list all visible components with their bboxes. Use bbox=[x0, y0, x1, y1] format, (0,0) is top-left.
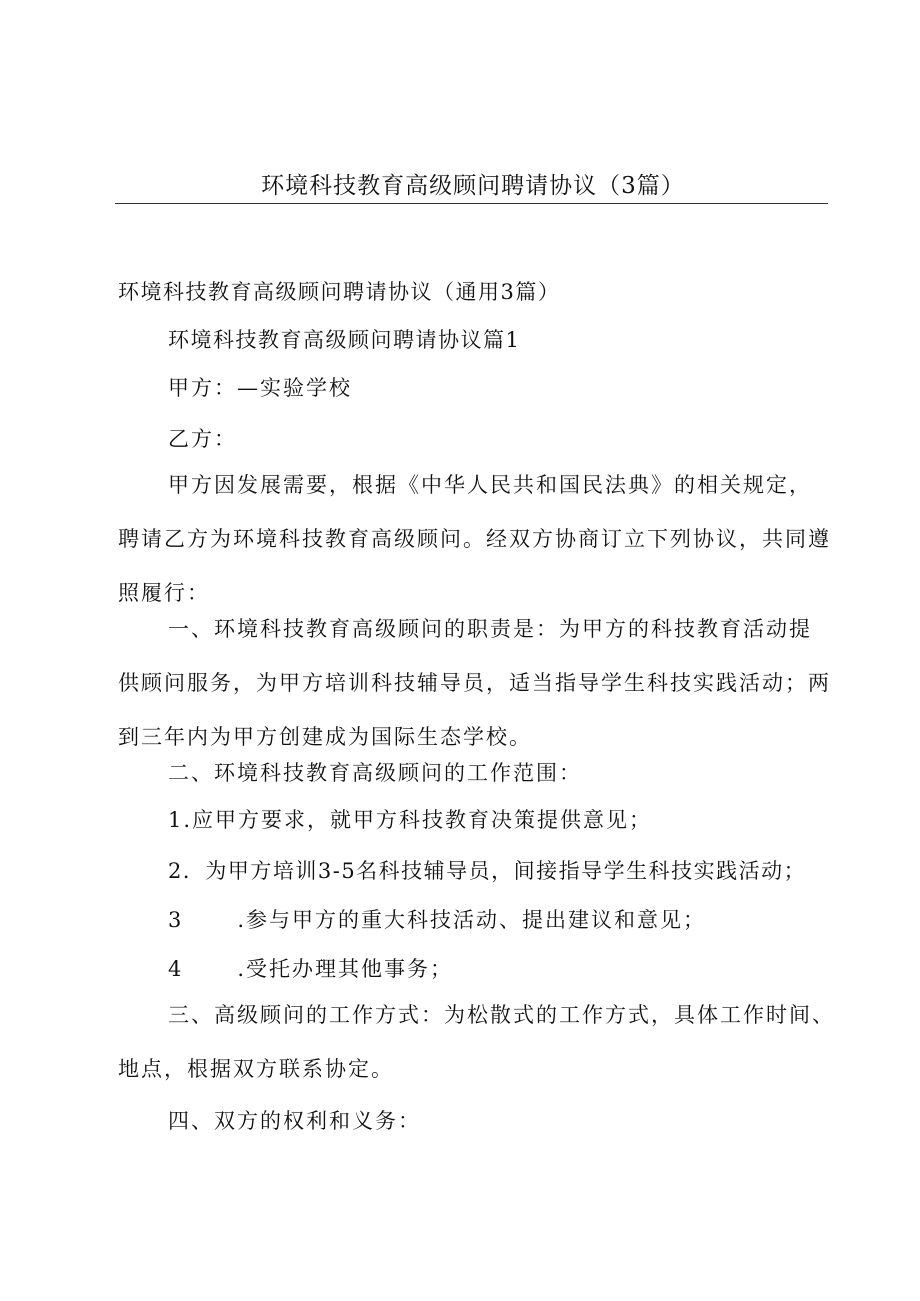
clause-2-heading: 二、环境科技教育高级顾问的工作范围： bbox=[168, 761, 582, 785]
scope-item-2: 2．为甲方培训3-5名科技辅导员，间接指导学生科技实践活动； bbox=[168, 859, 807, 883]
clause-1-line: 到三年内为甲方创建成为国际生态学校。 bbox=[118, 725, 532, 749]
intro-line: 聘请乙方为环境科技教育高级顾问。经双方协商订立下列协议，共同遵 bbox=[118, 527, 831, 551]
clause-4-heading: 四、双方的权利和义务： bbox=[168, 1109, 421, 1133]
party-a-line: 甲方：—实验学校 bbox=[168, 376, 352, 400]
scope-item-4 bbox=[118, 954, 830, 984]
clause-3-paragraph bbox=[118, 988, 835, 1096]
scope-item-3-number: 3 bbox=[168, 908, 184, 932]
clause-1-line: 一、环境科技教育高级顾问的职责是：为甲方的科技教育活动提 bbox=[168, 617, 812, 641]
clause-3-line: 三、高级顾问的工作方式：为松散式的工作方式，具体工作时间、 bbox=[168, 1003, 835, 1027]
document-title: 环境科技教育高级顾问聘请协议（3篇） bbox=[261, 173, 685, 199]
party-b-line: 乙方： bbox=[168, 427, 237, 451]
clause-3-line: 地点，根据双方联系协定。 bbox=[118, 1057, 394, 1081]
scope-item-1: 1.应甲方要求，就甲方科技教育决策提供意见； bbox=[168, 808, 653, 832]
title-underline bbox=[115, 203, 828, 204]
clause-1-line: 供顾问服务，为甲方培训科技辅导员，适当指导学生科技实践活动；两 bbox=[118, 671, 831, 695]
intro-line: 照履行： bbox=[118, 581, 210, 605]
scope-item-3-text: .参与甲方的重大科技活动、提出建议和意见； bbox=[237, 908, 707, 932]
scope-item-4-text: .受托办理其他事务； bbox=[237, 957, 454, 981]
document-subtitle: 环境科技教育高级顾问聘请协议（通用3篇） bbox=[118, 280, 561, 304]
scope-item-3 bbox=[118, 905, 830, 935]
scope-item-4-number: 4 bbox=[168, 957, 184, 981]
clause-1-paragraph bbox=[118, 602, 830, 764]
intro-paragraph bbox=[118, 458, 830, 620]
intro-line: 甲方因发展需要，根据《中华人民共和国民法典》的相关规定， bbox=[168, 473, 812, 497]
section-heading: 环境科技教育高级顾问聘请协议篇1 bbox=[168, 328, 521, 352]
